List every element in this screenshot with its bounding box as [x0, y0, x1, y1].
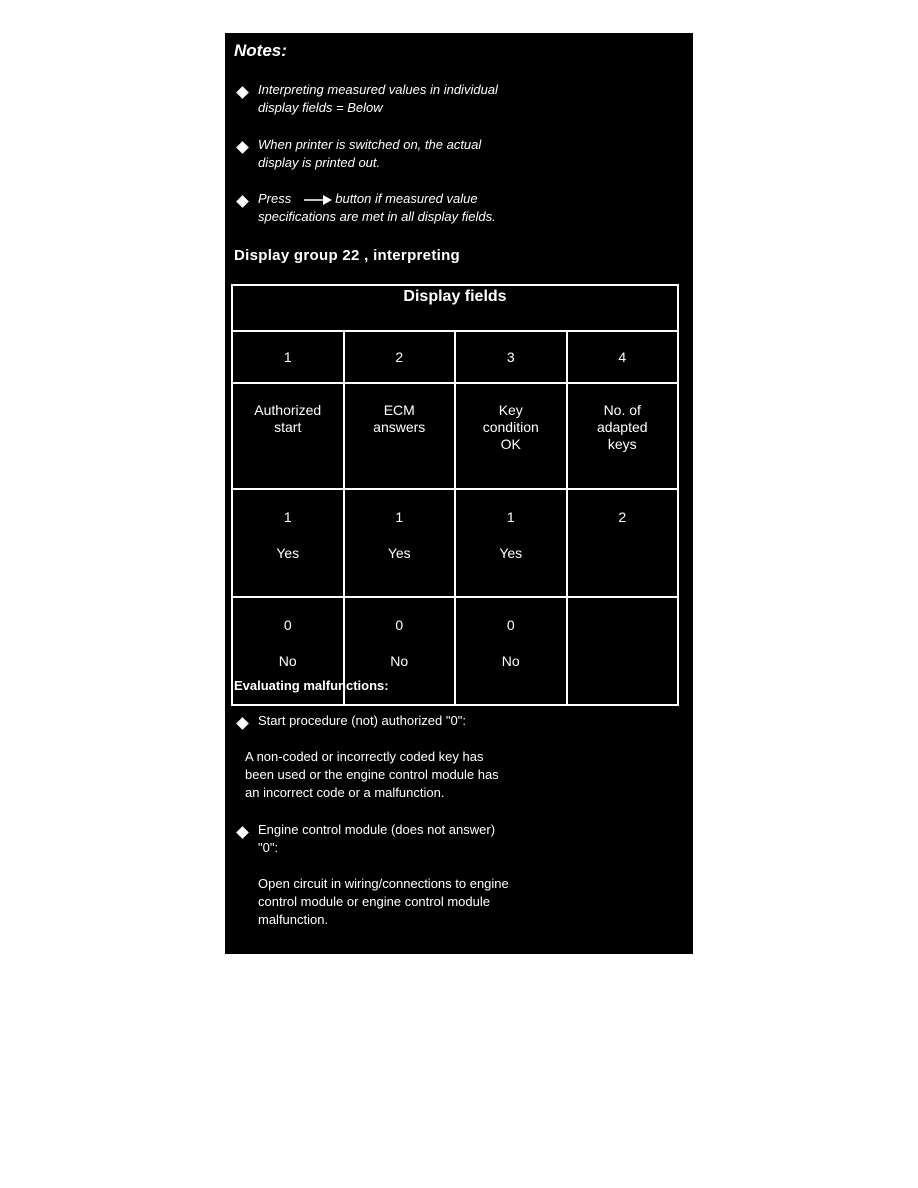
desc-line: adapted — [596, 419, 648, 435]
table-header: Display fields — [232, 285, 678, 331]
column-number: 4 — [567, 331, 679, 383]
desc-line: No. of — [603, 402, 641, 418]
desc-line: Authorized — [254, 402, 322, 418]
desc-line: keys — [607, 436, 637, 452]
column-number: 2 — [344, 331, 456, 383]
field-description — [567, 383, 679, 489]
value-code: 0 — [395, 617, 404, 633]
value-code: 0 — [506, 617, 515, 633]
note-line-part: button if measured value — [335, 191, 478, 206]
value-cell — [567, 489, 679, 597]
value-cell — [455, 597, 567, 705]
diamond-bullet-icon — [236, 141, 249, 154]
notes-title: Notes: — [234, 41, 287, 60]
column-number: 1 — [232, 331, 344, 383]
value-meaning: Yes — [387, 545, 411, 561]
value-code: 1 — [506, 509, 515, 525]
value-meaning: No — [278, 653, 297, 669]
value-meaning: No — [501, 653, 520, 669]
note-line-part: Press — [258, 191, 292, 206]
note-item — [238, 81, 558, 121]
paragraph-line: Open circuit in wiring/connections to engine — [258, 876, 509, 891]
paragraph-line: been used or the engine control module has — [245, 767, 499, 782]
desc-line: Key — [498, 402, 523, 418]
eval-item-line: "0": — [258, 840, 279, 855]
paragraph-line: an incorrect code or a malfunction. — [245, 785, 445, 800]
note-item — [238, 190, 558, 230]
value-meaning: Yes — [276, 545, 300, 561]
value-cell — [455, 489, 567, 597]
value-cell — [232, 489, 344, 597]
paragraph-line: control module or engine control module — [258, 894, 490, 909]
value-code: 1 — [395, 509, 404, 525]
display-fields-table — [231, 284, 679, 706]
note-line: Interpreting measured values in individual — [258, 82, 498, 97]
desc-line: answers — [373, 419, 426, 435]
value-cell — [344, 489, 456, 597]
value-code: 0 — [283, 617, 292, 633]
eval-paragraph — [245, 748, 575, 802]
note-line: display is printed out. — [258, 155, 381, 170]
field-description — [344, 383, 456, 489]
document-panel — [225, 33, 693, 954]
arrow-right-icon — [303, 194, 333, 206]
value-meaning: Yes — [499, 545, 523, 561]
field-description — [455, 383, 567, 489]
eval-item — [238, 821, 568, 861]
column-number: 3 — [455, 331, 567, 383]
diamond-bullet-icon — [236, 195, 249, 208]
eval-item-text: Start procedure (not) authorized "0": — [258, 713, 466, 728]
note-line: specifications are met in all display fields. — [258, 209, 496, 224]
value-cell — [567, 597, 679, 705]
desc-line: ECM — [383, 402, 415, 418]
diamond-bullet-icon — [236, 717, 249, 730]
desc-line: condition — [482, 419, 539, 435]
paragraph-line: A non-coded or incorrectly coded key has — [245, 749, 484, 764]
desc-line: OK — [500, 436, 521, 452]
note-item — [238, 136, 558, 176]
paragraph-line: malfunction. — [258, 912, 329, 927]
eval-item — [238, 712, 568, 732]
value-meaning: No — [390, 653, 409, 669]
note-line: display fields = Below — [258, 100, 383, 115]
eval-item-line: Engine control module (does not answer) — [258, 822, 496, 837]
value-code: 2 — [618, 509, 627, 525]
diamond-bullet-icon — [236, 86, 249, 99]
evaluating-title: Evaluating malfunctions: — [234, 678, 389, 693]
note-line: When printer is switched on, the actual — [258, 137, 482, 152]
value-code: 1 — [283, 509, 292, 525]
display-group-title: Display group 22 , interpreting — [234, 247, 461, 264]
eval-paragraph — [258, 875, 588, 929]
diamond-bullet-icon — [236, 826, 249, 839]
field-description — [232, 383, 344, 489]
desc-line: start — [274, 419, 302, 435]
